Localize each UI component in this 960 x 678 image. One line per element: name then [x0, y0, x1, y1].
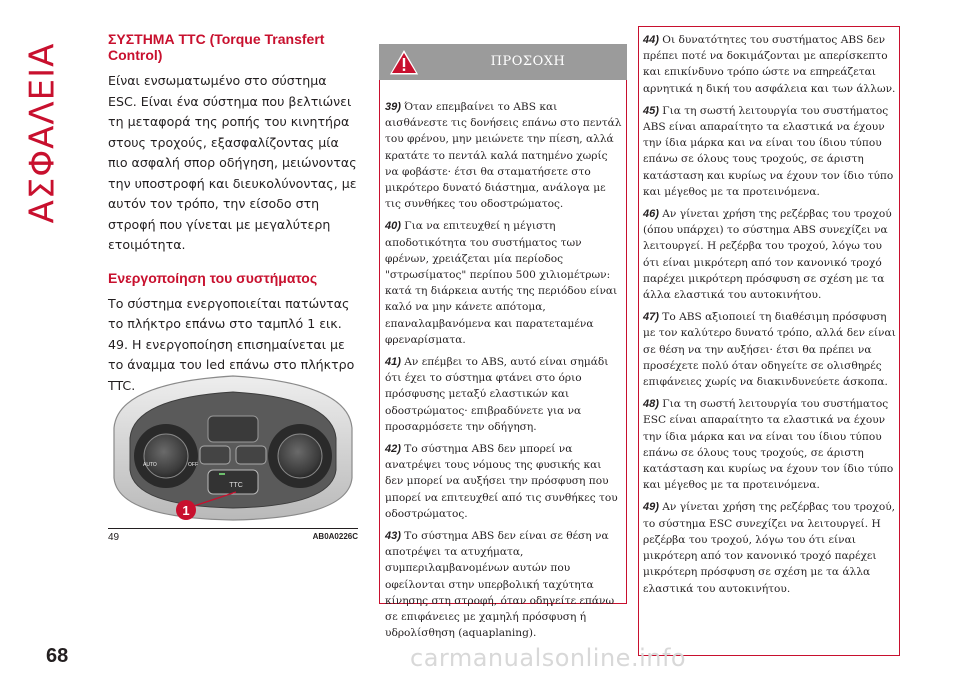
warning-item: [643, 206, 897, 303]
warning-item-text: Αν επέμβει το ABS, αυτό είναι σημάδι ότι έχει το σύστημα φτάνει στο όριο πρόσφυσης μεταξύ ελαστικών και οδοστρώματος· επιβραδύνετε για να προσαρμόσετε την οδήγηση.: [385, 356, 609, 433]
watermark: carmanualsonline.info: [410, 644, 687, 672]
callout-number: 1: [182, 503, 190, 518]
warning-item: [643, 499, 897, 596]
dashboard-figure: [108, 368, 358, 536]
warning-triangle-icon: [387, 47, 421, 77]
warning-item: [643, 32, 897, 97]
ttc-heading: ΣΥΣΤΗΜΑ TTC (Torque Transfert Control): [108, 31, 325, 63]
climate-panel-illustration: [108, 368, 358, 528]
auto-label: AUTO: [143, 462, 157, 468]
warning-item-text: Αν γίνεται χρήση της ρεζέρβας του τροχού, το σύστημα ESC συνεχίζει να λειτουργεί. Η ρεζέρβα του τροχού, λόγω του ότι είναι μικρότερη από τον κανονικό τροχό παρέχει μικρότερη πρόσφυση σε σχέση με τα άλλα ελαστικά του αυτοκινήτου.: [643, 501, 896, 595]
warning-item: [643, 103, 897, 200]
warning-item-number: 47): [643, 311, 659, 324]
warning-item-text: Όταν επεμβαίνει το ABS και αισθάνεστε τις δονήσεις επάνω στο πεντάλ του φρένου, μην μειώνετε την πίεση, αλλά κρατάτε το πεντάλ καλά πατημένο χωρίς να φοβάστε· έτσι θα σταματήσετε στο μικρότερο δυνατό διάστημα, ανάλογα με τις συνθήκες του οδοστρώματος.: [385, 101, 622, 211]
warning-item: [643, 309, 897, 390]
warning-title: ΠΡΟΣΟΧΗ: [490, 54, 566, 69]
warning-header: [379, 44, 627, 80]
warning-item-number: 41): [385, 356, 401, 369]
warning-item-number: 45): [643, 104, 659, 117]
warning-item-number: 49): [643, 501, 659, 514]
warning-item-number: 46): [643, 208, 659, 221]
figure-caption: [108, 528, 358, 545]
warning-item: [385, 99, 623, 212]
warning-item-text: Το ABS αξιοποιεί τη διαθέσιμη πρόσφυση με τον καλύτερο δυνατό τρόπο, αλλά δεν είναι σε θέση να την αυξήσει· έτσι θα πρέπει να προσέχετε πολύ όταν οδηγείτε σε ολισθηρές επιφάνειες χωρίς να διακινδυνεύετε άσκοπα.: [643, 311, 896, 389]
warning-item-number: 44): [643, 34, 659, 46]
warning-item-text: Οι δυνατότητες του συστήματος ABS δεν πρέπει ποτέ να δοκιμάζονται με απερίσκεπτο και επικίνδυνο τρόπο ώστε να επηρεάζεται αρνητικά η δική του ασφάλεια και των άλλων.: [643, 34, 896, 95]
warning-item: [385, 354, 623, 435]
warning-item: [385, 528, 623, 641]
section-side-title: [22, 8, 62, 258]
ttc-button-label: TTC: [229, 482, 243, 489]
warning-item: [643, 396, 897, 493]
main-column: [108, 31, 358, 396]
activation-description: Το σύστημα ενεργοποιείται πατώντας το πλήκτρο επάνω στο ταμπλό 1 εικ. 49. Η ενεργοποίηση επισημαίνεται με το άναμμα του led επάνω στο πλήκτρο TTC.: [108, 295, 355, 393]
warning-item-number: 40): [385, 220, 401, 233]
warning-list-right: [643, 32, 897, 603]
warning-item-number: 48): [643, 398, 659, 411]
section-side-title-text: ΑΣΦΑΛΕΙΑ: [22, 42, 63, 224]
warning-item-text: Το σύστημα ABS δεν μπορεί να ανατρέψει τους νόμους της φυσικής και δεν μπορεί να αυξήσει την πρόσφυση που μπορεί να επιτευχθεί από τις συνθήκες του οδοστρώματος.: [385, 443, 618, 520]
warning-item-text: Για τη σωστή λειτουργία του συστήματος ABS είναι απαραίτητο τα ελαστικά να έχουν την ίδια μάρκα και να είναι του ίδιου τύπου επάνω σε όλους τους τροχούς, σε άριστη κατάσταση και κυρίως να έχουν τον ίδιο τύπο και μέγεθος με τα προτεινόμενα.: [643, 104, 894, 198]
warning-item-text: Για τη σωστή λειτουργία του συστήματος ESC είναι απαραίτητο τα ελαστικά να έχουν την ίδια μάρκα και να είναι του ίδιου τύπου επάνω σε όλους τους τροχούς, σε άριστη κατάσταση και κυρίως να έχουν τον ίδιο τύπο και μέγεθος με τα προτεινόμενα.: [643, 398, 894, 492]
warning-item-text: Το σύστημα ABS δεν είναι σε θέση να αποτρέψει τα ατυχήματα, συμπεριλαμβανομένων αυτών που οφείλονται στην υπερβολική ταχύτητα κίνησης στη στροφή, όταν οδηγείτε επάνω σε επιφάνειες με χαμηλή πρόσφυση ή υδρολίσθηση (aquaplaning).: [385, 530, 615, 640]
warning-item: [385, 441, 623, 522]
warning-list-left: [385, 99, 623, 648]
ttc-description: Είναι ενσωματωμένο στο σύστημα ESC. Είναι ένα σύστημα που βελτιώνει τη μεταφορά της ροπής του κινητήρα στους τροχούς, εξασφαλίζοντας μία πιο ασφαλή σπορ οδήγηση, μειώνοντας την υποστροφή και διευκολύνοντας, με αυτόν τον τρόπο, την είσοδο στη στροφή που γίνεται με μεγαλύτερη ετοιμότητα.: [108, 73, 357, 252]
figure-number: 49: [108, 532, 120, 543]
warning-item-number: 42): [385, 443, 401, 456]
figure-code: AB0A0226C: [312, 532, 358, 541]
page-number: 68: [46, 645, 69, 667]
warning-item: [385, 218, 623, 348]
warning-item-text: Αν γίνεται χρήση της ρεζέρβας του τροχού (όπου υπάρχει) το σύστημα ABS συνεχίζει να λειτουργεί. Η ρεζέρβα του τροχού, λόγω του ότι είναι μικρότερη από τον κανονικό τροχό παρέχει μικρότερη πρόσφυση σε σχέση με τα άλλα ελαστικά του αυτοκινήτου.: [643, 208, 892, 302]
activation-heading: Ενεργοποίηση του συστήματος: [108, 269, 318, 286]
off-label: OFF: [188, 462, 198, 468]
warning-item-number: 39): [385, 101, 401, 113]
warning-item-number: 43): [385, 530, 401, 543]
warning-item-text: Για να επιτευχθεί η μέγιστη αποδοτικότητα του συστήματος των φρένων, χρειάζεται μία περίοδος "στρωσίματος" περίπου 500 χιλιομέτρων: κατά τη διάρκεια αυτής της περιόδου είναι καλό να μην κάνετε απότομα, επαναλαμβανόμενα και παρατεταμένα φρεναρίσματα.: [385, 220, 618, 346]
